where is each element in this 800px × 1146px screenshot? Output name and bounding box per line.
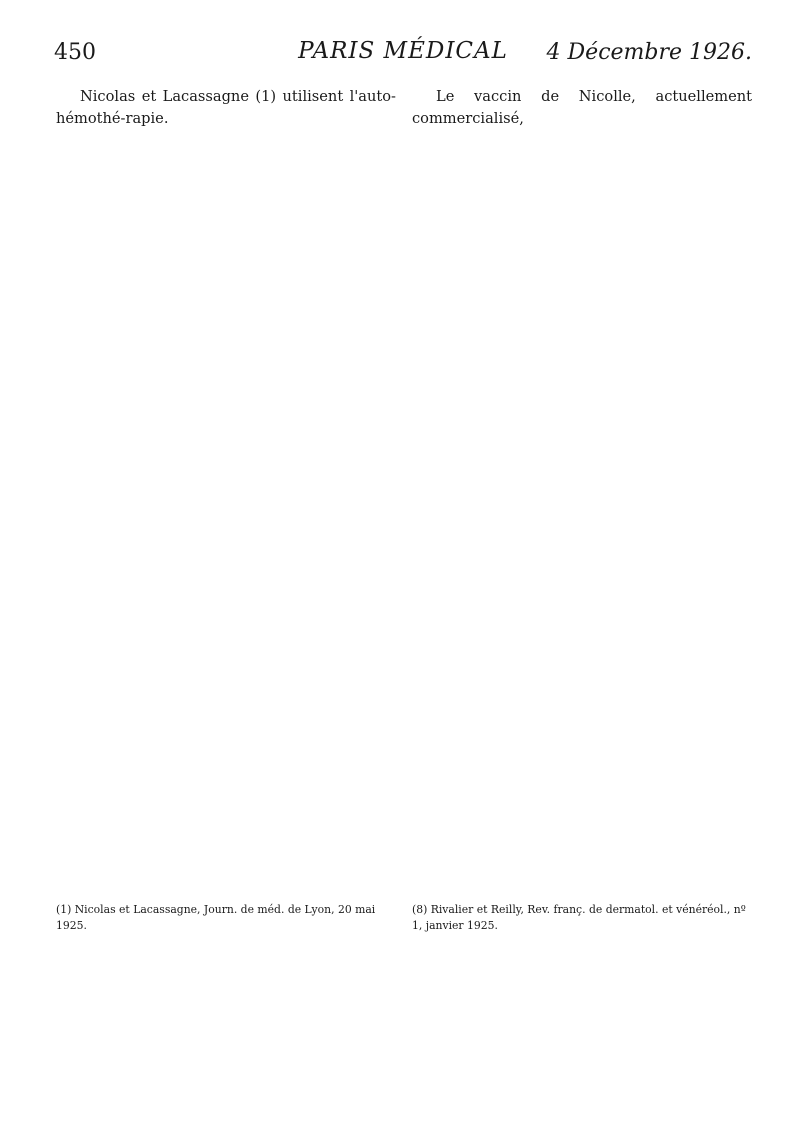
footnotes-right	[412, 902, 752, 934]
right-column	[412, 86, 752, 130]
footnotes-left	[56, 902, 396, 934]
page-header	[54, 36, 752, 72]
footnote: (1) Nicolas et Lacassagne, Journ. de méd. de Lyon, 20 mai 1925.	[56, 903, 376, 932]
left-column	[56, 86, 396, 130]
footnote: (8) Rivalier et Reilly, Rev. franç. de dermatol. et vénéréol., nº 1, janvier 1925.	[412, 903, 746, 932]
paragraph: Nicolas et Lacassagne (1) utilisent l'auto-hémothé-rapie.	[56, 88, 396, 127]
issue-date: 4 Décembre 1926.	[546, 40, 752, 65]
page-number: 450	[54, 40, 96, 65]
paragraph: Le vaccin de Nicolle, actuellement commercialisé,	[412, 88, 752, 127]
journal-title: PARIS MÉDICAL	[298, 38, 508, 64]
